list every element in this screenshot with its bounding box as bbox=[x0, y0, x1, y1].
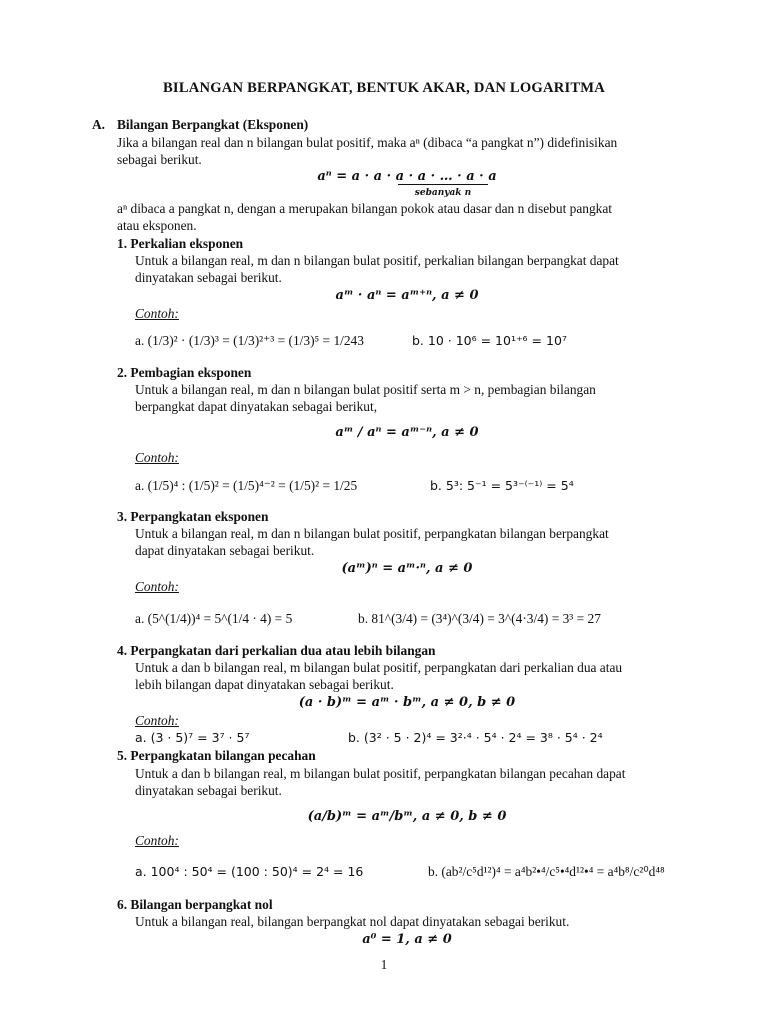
item-3-contoh-label: Contoh: bbox=[135, 579, 179, 594]
item-4-example-b: b. (3² · 5 · 2)⁴ = 3²·⁴ · 5⁴ · 2⁴ = 3⁸ · 5⁴ · 2⁴ bbox=[348, 730, 603, 745]
item-4-contoh-label: Contoh: bbox=[135, 713, 179, 728]
item-1-contoh-label: Contoh: bbox=[135, 306, 179, 321]
item-5-formula: (a/b)ᵐ = aᵐ/bᵐ, a ≠ 0, b ≠ 0 bbox=[307, 809, 507, 824]
page-title: BILANGAN BERPANGKAT, BENTUK AKAR, DAN LOGARITMA bbox=[163, 80, 605, 96]
item-3-desc-2: dapat dinyatakan sebagai berikut. bbox=[135, 543, 315, 558]
item-5-heading: 5. Perpangkatan bilangan pecahan bbox=[117, 748, 316, 763]
item-5-desc-1: Untuk a dan b bilangan real, m bilangan bulat positif, perpangkatan bilangan pecahan dapat bbox=[135, 766, 626, 781]
item-1-heading: 1. Perkalian eksponen bbox=[117, 236, 244, 251]
item-6-formula: a⁰ = 1, a ≠ 0 bbox=[362, 932, 452, 947]
item-4-desc-1: Untuk a dan b bilangan real, m bilangan bulat positif, perpangkatan dari perkalian dua atau bbox=[135, 660, 623, 675]
item-5-example-a: a. 100⁴ : 50⁴ = (100 : 50)⁴ = 2⁴ = 16 bbox=[135, 864, 364, 879]
item-3-heading: 3. Perpangkatan eksponen bbox=[117, 509, 269, 524]
item-1-desc-1: Untuk a bilangan real, m dan n bilangan bulat positif, perkalian bilangan berpangkat dapat bbox=[135, 253, 619, 268]
item-3-desc-1: Untuk a bilangan real, m dan n bilangan bulat positif, perpangkatan bilangan berpangkat bbox=[135, 526, 609, 541]
item-1-example-b: b. 10 · 10⁶ = 10¹⁺⁶ = 10⁷ bbox=[412, 333, 567, 348]
item-4-example-a: a. (3 · 5)⁷ = 3⁷ · 5⁷ bbox=[135, 730, 250, 745]
definition-underbrace-label: sebanyak n bbox=[398, 184, 488, 202]
definition-formula: aⁿ = a · a · a · a · … · a · a bbox=[317, 169, 497, 184]
page-number: 1 bbox=[380, 957, 388, 972]
item-4-desc-2: lebih bilangan dapat dinyatakan sebagai berikut. bbox=[135, 677, 394, 692]
item-2-example-a: a. (1/5)⁴ : (1/5)² = (1/5)⁴⁻² = (1/5)² = 1/25 bbox=[135, 478, 358, 493]
item-2-heading: 2. Pembagian eksponen bbox=[117, 365, 252, 380]
section-a-intro-line-1: Jika a bilangan real dan n bilangan bulat positif, maka aⁿ (dibaca “a pangkat n”) didefinisikan bbox=[117, 135, 618, 150]
section-a-after-line-2: atau eksponen. bbox=[117, 218, 197, 233]
item-2-formula: aᵐ / aⁿ = aᵐ⁻ⁿ, a ≠ 0 bbox=[335, 425, 479, 440]
item-3-example-b: b. 81^(3/4) = (3⁴)^(3/4) = 3^(4·3/4) = 3³ = 27 bbox=[358, 611, 601, 626]
section-a-after-line-1: aⁿ dibaca a pangkat n, dengan a merupakan bilangan pokok atau dasar dan n disebut pangkat bbox=[117, 201, 613, 216]
item-2-desc-1: Untuk a bilangan real, m dan n bilangan bulat positif serta m > n, pembagian bilangan bbox=[135, 382, 596, 397]
item-2-contoh-label: Contoh: bbox=[135, 450, 179, 465]
item-5-desc-2: dinyatakan sebagai berikut. bbox=[135, 783, 282, 798]
section-a-intro-line-2: sebagai berikut. bbox=[117, 152, 202, 167]
item-4-formula: (a · b)ᵐ = aᵐ · bᵐ, a ≠ 0, b ≠ 0 bbox=[298, 695, 516, 710]
item-4-heading: 4. Perpangkatan dari perkalian dua atau lebih bilangan bbox=[117, 643, 436, 658]
item-1-desc-2: dinyatakan sebagai berikut. bbox=[135, 270, 282, 285]
item-2-desc-2: berpangkat dapat dinyatakan sebagai berikut, bbox=[135, 399, 378, 414]
item-6-heading: 6. Bilangan berpangkat nol bbox=[117, 897, 273, 912]
item-5-example-b: b. (ab²/c⁵d¹²)⁴ = a⁴b²•⁴/c⁵•⁴d¹²•⁴ = a⁴b⁸/c²⁰d⁴⁸ bbox=[428, 864, 665, 879]
section-a-heading: Bilangan Berpangkat (Eksponen) bbox=[117, 117, 309, 132]
item-1-formula: aᵐ · aⁿ = aᵐ⁺ⁿ, a ≠ 0 bbox=[335, 288, 479, 303]
item-2-example-b: b. 5³: 5⁻¹ = 5³⁻⁽⁻¹⁾ = 5⁴ bbox=[430, 478, 574, 493]
item-3-example-a: a. (5^(1/4))⁴ = 5^(1/4 · 4) = 5 bbox=[135, 611, 293, 626]
item-6-desc-1: Untuk a bilangan real, bilangan berpangkat nol dapat dinyatakan sebagai berikut. bbox=[135, 914, 570, 929]
item-1-example-a: a. (1/3)² · (1/3)³ = (1/3)²⁺³ = (1/3)⁵ = 1/243 bbox=[135, 333, 364, 348]
section-a-letter: A. bbox=[92, 117, 106, 132]
item-3-formula: (aᵐ)ⁿ = aᵐ·ⁿ, a ≠ 0 bbox=[341, 561, 473, 576]
item-5-contoh-label: Contoh: bbox=[135, 833, 179, 848]
